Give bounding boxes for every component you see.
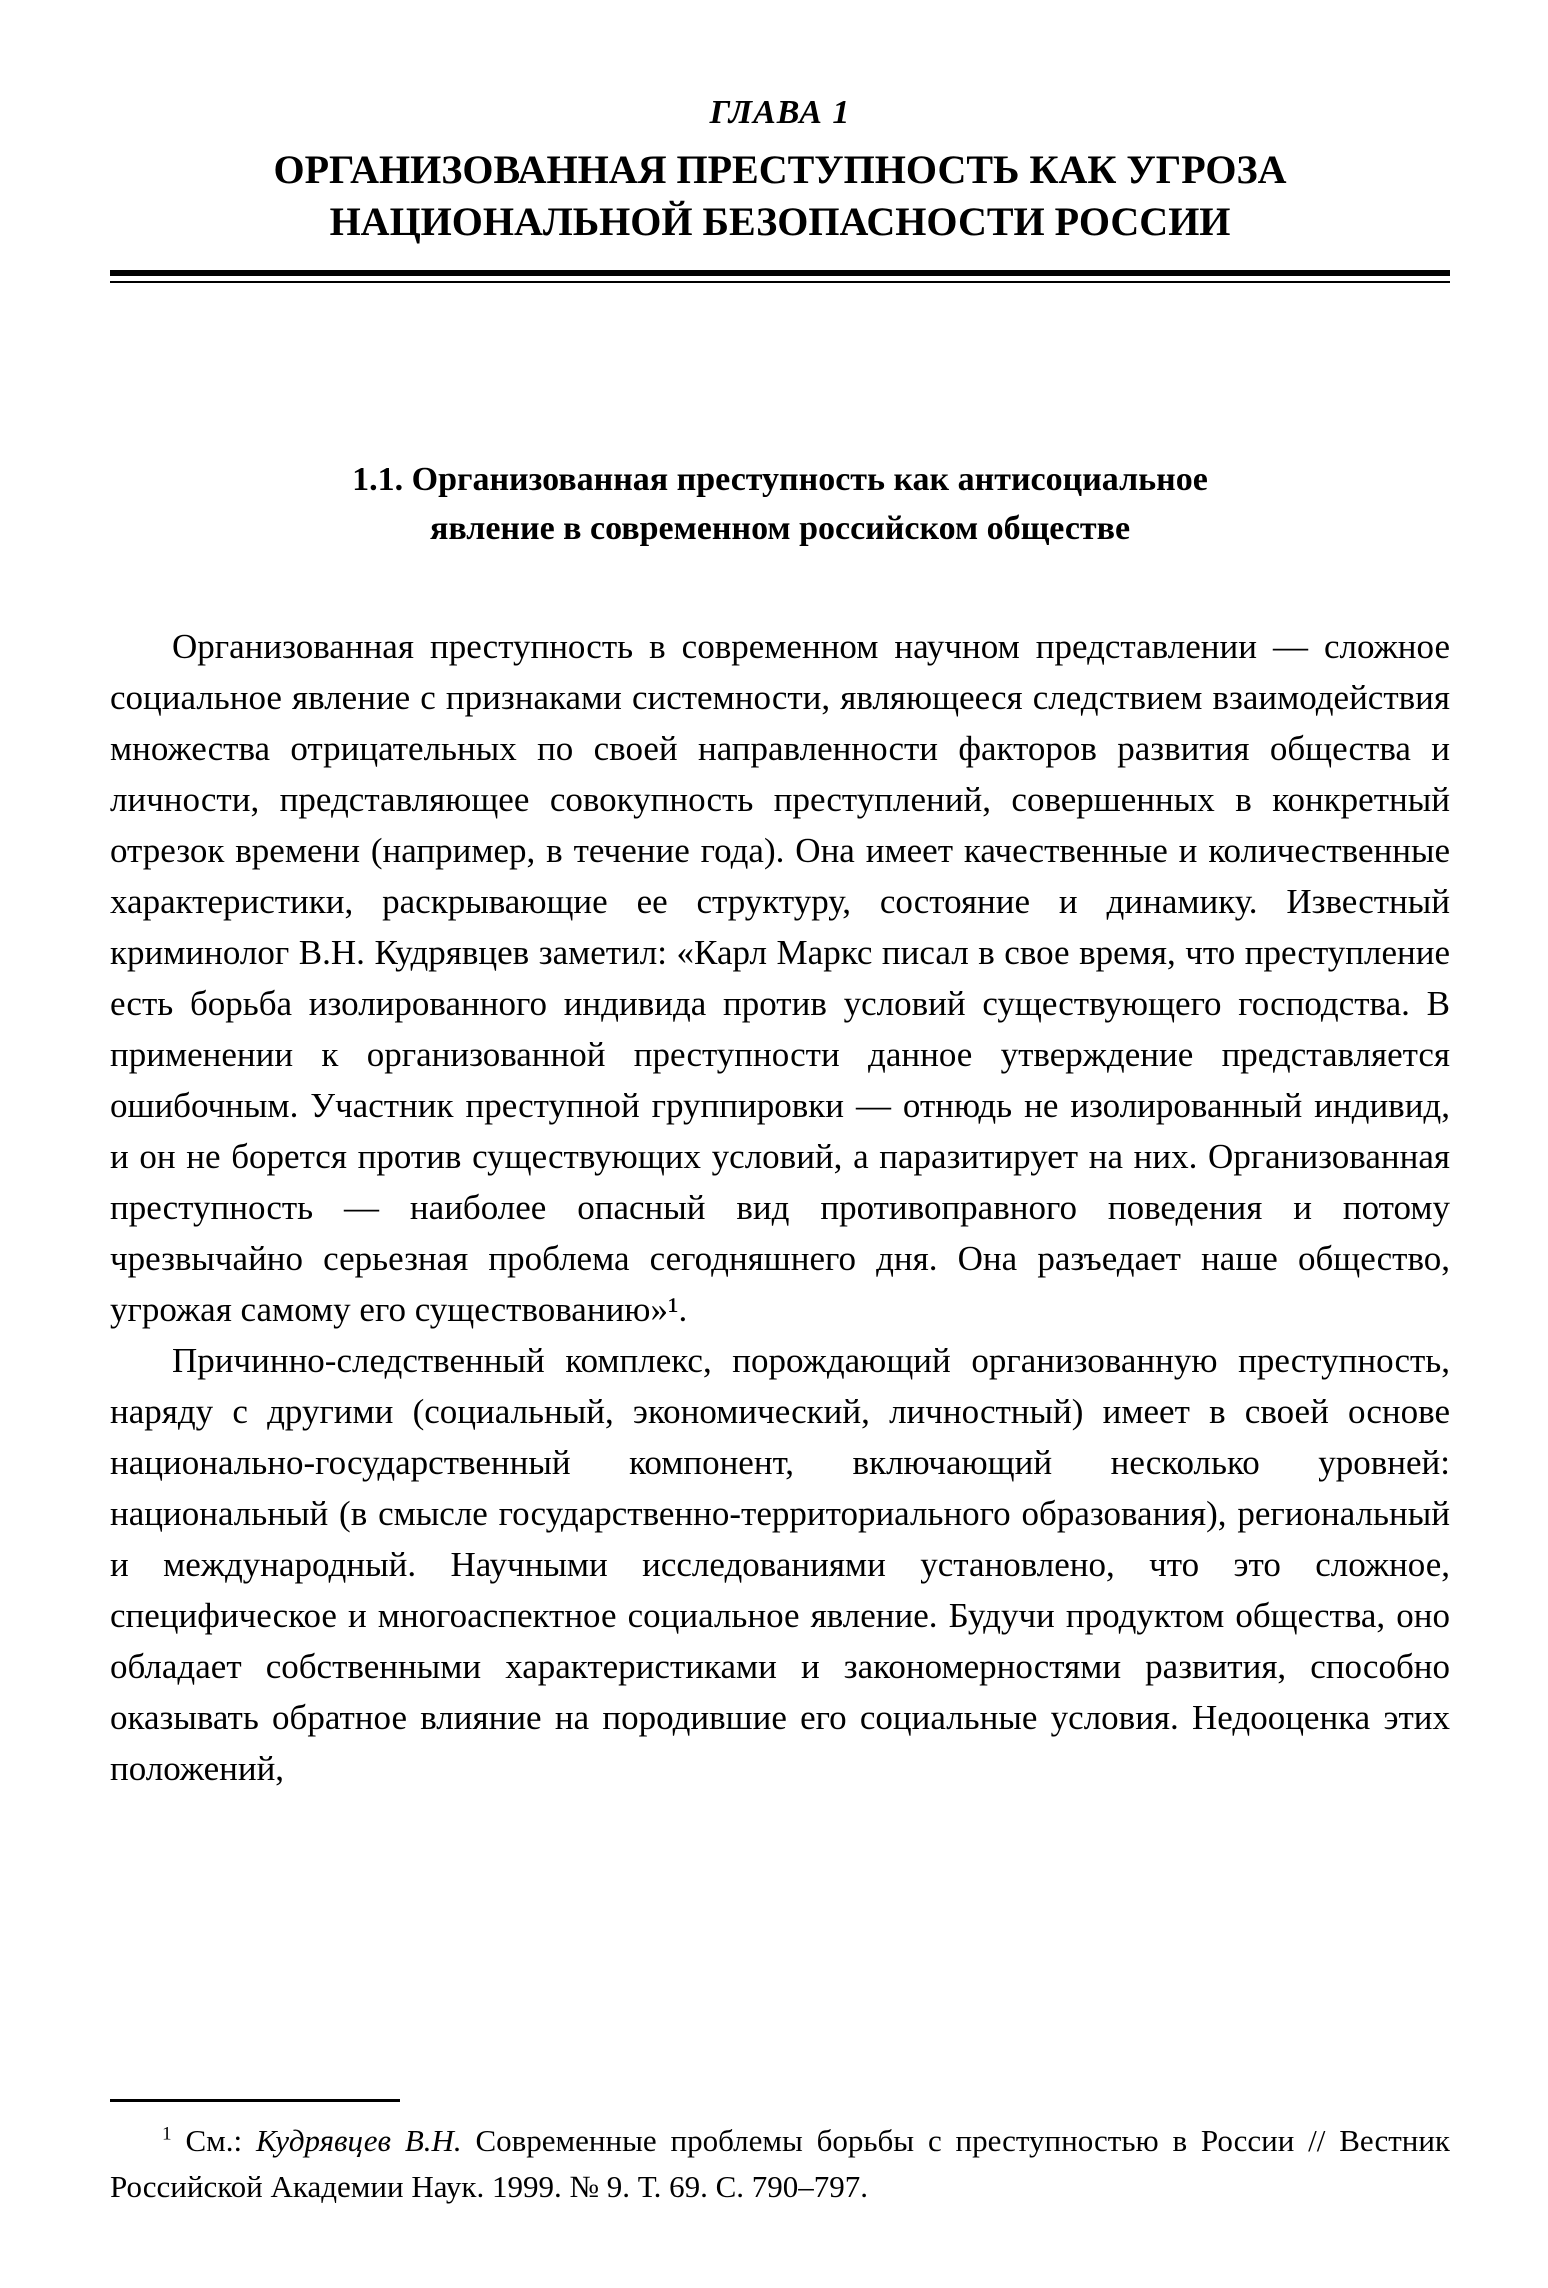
footnote-area <box>110 2099 1450 2210</box>
footnote-separator-rule <box>110 2099 400 2102</box>
section-heading-line-2: явление в современном российском обществе <box>429 510 1131 547</box>
chapter-label: ГЛАВА 1 <box>709 94 851 131</box>
chapter-title-line-2: НАЦИОНАЛЬНОЙ БЕЗОПАСНОСТИ РОССИИ <box>329 199 1231 244</box>
paragraph-1: Организованная преступность в современном научном представлении — сложное социальное явление с признаками системности, являющееся следствием взаимодействия множества отрицательных по своей направленности факторов развития общества и личности, представляющее совокупность преступлений, совершенных в конкретный отрезок времени (например, в течение года). Она имеет качественные и количественные характеристики, раскрывающие ее структуру, состояние и динамику. Известный криминолог В.Н. Кудрявцев заметил: «Карл Маркс писал в свое время, что преступление есть борьба изолированного индивида против условий существующего господства. В применении к организованной преступности данное утверждение представляется ошибочным. Участник преступной группировки — отнюдь не изолированный индивид, и он не борется против существующих условий, а паразитирует на них. Организованная преступность — наиболее опасный вид противоправного поведения и потому чрезвычайно серьезная проблема сегодняшнего дня. Она разъедает наше общество, угрожая самому его существованию»¹. <box>110 627 1450 1329</box>
paragraph-2: Причинно-следственный комплекс, порождающий организованную преступность, наряду с другими (социальный, экономический, личностный) имеет в своей основе национально-государственный компонент, включающий несколько уровней: национальный (в смысле государственно-территориального образования), региональный и международный. Научными исследованиями установлено, что это сложное, специфическое и многоаспектное социальное явление. Будучи продуктом общества, оно обладает собственными характеристиками и закономерностями развития, способно оказывать обратное влияние на породившие его социальные условия. Недооценка этих положений, <box>110 1341 1450 1788</box>
footnote-text: Современные проблемы борьбы с преступностью в России // Вестник Российской Академии Наук. 1999. № 9. Т. 69. С. 790–797. <box>110 2123 1450 2204</box>
footnote-author: Кудрявцев В.Н. <box>255 2123 462 2158</box>
chapter-title <box>110 144 1450 248</box>
chapter-title-line-1: ОРГАНИЗОВАННАЯ ПРЕСТУПНОСТЬ КАК УГРОЗА <box>273 147 1287 192</box>
footnote-marker: 1 <box>162 2123 172 2145</box>
section-heading <box>110 455 1450 553</box>
title-divider-rule <box>110 270 1450 283</box>
footnote-prefix: См.: <box>171 2123 256 2158</box>
body-text <box>110 621 1450 1794</box>
section-heading-line-1: 1.1. Организованная преступность как антисоциальное <box>352 461 1208 498</box>
footnote <box>110 2118 1450 2210</box>
